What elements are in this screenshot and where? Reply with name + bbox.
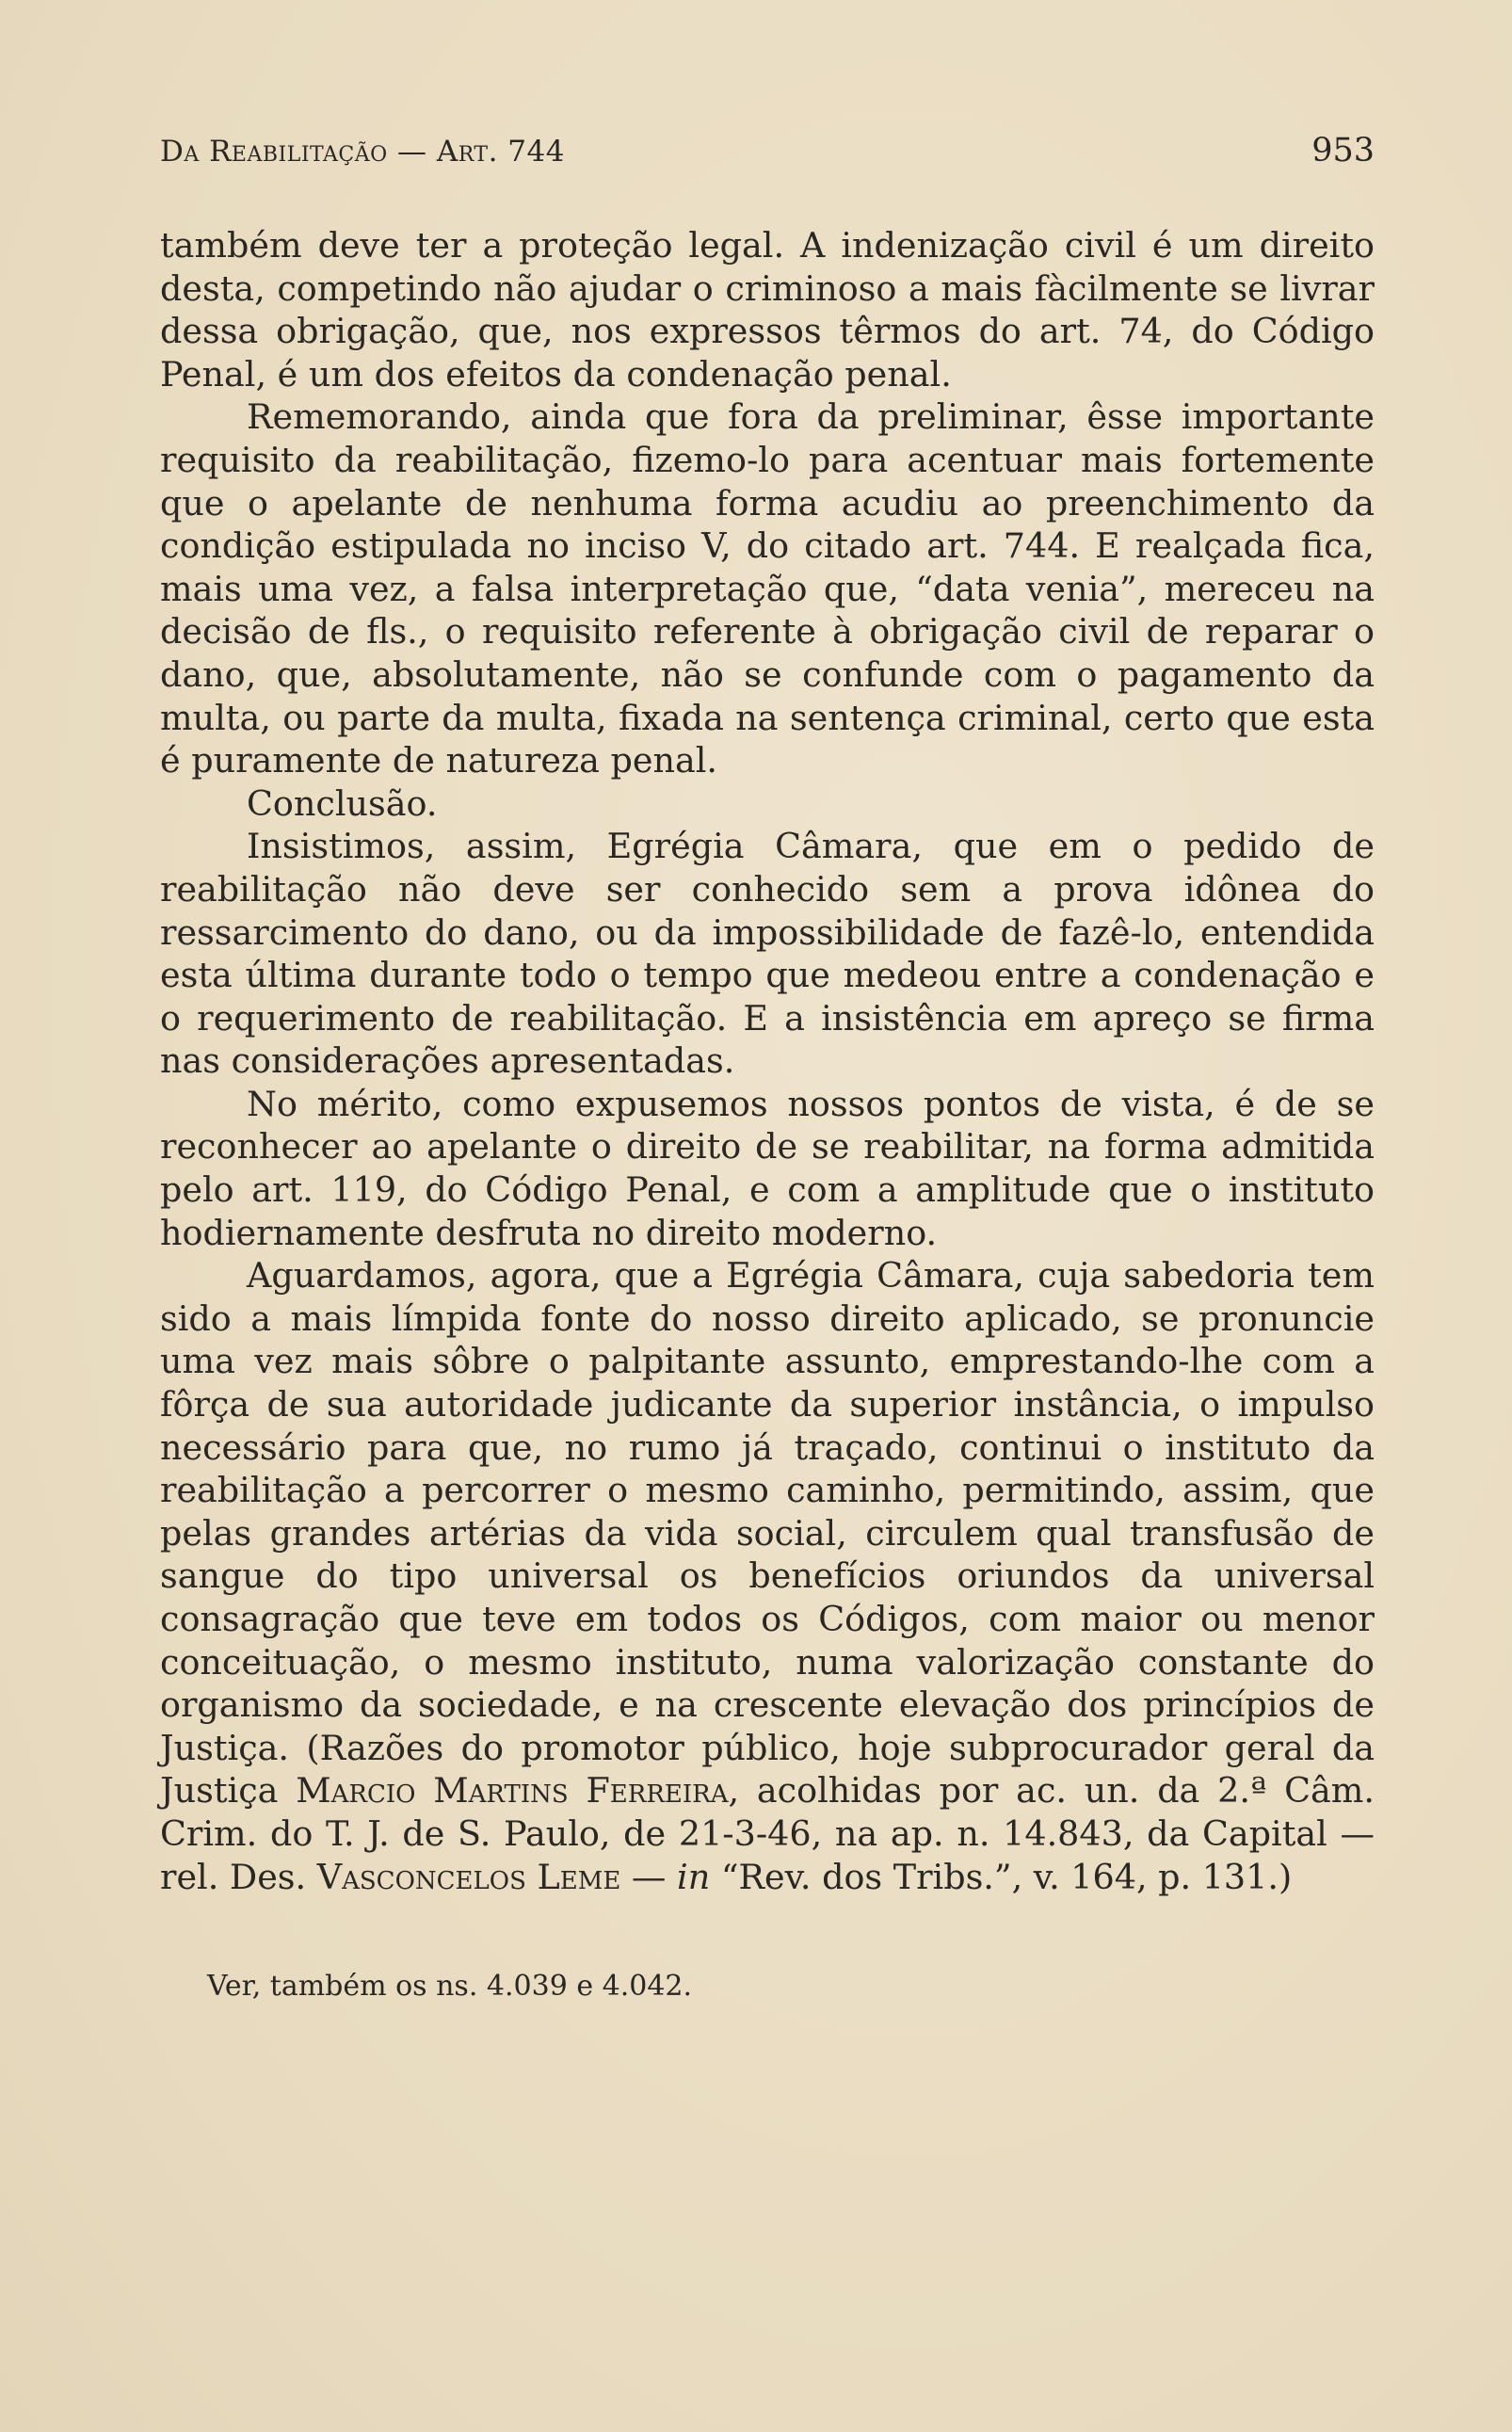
paragraph-rememorando: Rememorando, ainda que fora da preliminar, êsse importante requisito da reabilitação, fizemo-lo para acentuar mais fortemente que o apelante de nenhuma forma acudiu ao preenchimento da condição estipulada no inciso V, do citado art. 744. E realçada fica, mais uma vez, a falsa interpretação que, “data venia”, mereceu na decisão de fls., o requisito referente à obrigação civil de reparar o dano, que, absolutamente, não se confunde com o pagamento da multa, ou parte da multa, fixada na sentença criminal, certo que esta é puramente de natureza penal. [160, 396, 1375, 781]
citation-in: in [677, 1856, 711, 1897]
see-also-note: Ver, também os ns. 4.039 e 4.042. [207, 1970, 693, 2004]
citation [160, 1728, 1375, 1897]
citation-part: “Rev. dos Tribs.”, v. 164, p. 131.) [710, 1856, 1293, 1897]
section-heading-conclusao: Conclusão. [247, 782, 438, 824]
page-number: 953 [1311, 132, 1375, 169]
citation-part: (Razões do promotor público, hoje subprocurador geral da Justiça [160, 1727, 1375, 1812]
citation-part: , acolhidas por ac. un. da 2.ª Câm. Crim. do T. J. de S. Paulo, de 21-3-46, na ap. n. 14.843, da Capital — rel. Des. [160, 1770, 1375, 1897]
book-page [160, 132, 1375, 2003]
paragraph-merito: No mérito, como expusemos nossos pontos de vista, é de se reconhecer ao apelante o direito de se reabilitar, na forma admitida pelo art. 119, do Código Penal, e com a amplitude que o instituto hodiernamente desfruta no direito moderno. [160, 1083, 1375, 1253]
body-text [160, 224, 1375, 1898]
citation-rapporteur: Vasconcelos Leme [316, 1856, 621, 1897]
running-title: Da Reabilitação — Art. 744 [160, 135, 565, 169]
citation-author: Marcio Martins Ferreira [296, 1770, 729, 1812]
aguardamos-text: Aguardamos, agora, que a Egrégia Câmara, cuja sabedoria tem sido a mais límpida fonte do nosso direito aplicado, se pronuncie uma vez mais sôbre o palpitante assunto, emprestando-lhe com a fôrça de sua autoridade judicante da superior instância, o impulso necessário para que, no rumo já traçado, continui o instituto da reabilitação a percorrer o mesmo caminho, permitindo, assim, que pelas grandes artérias da vida social, circulem qual transfusão de sangue do tipo universal os benefícios oriundos da universal consagração que teve em todos os Códigos, com maior ou menor conceituação, o mesmo instituto, numa valorização constante do organismo da sociedade, e na crescente elevação dos princípios de Justiça. [160, 1255, 1375, 1768]
running-header [160, 132, 1375, 169]
citation-part: — [620, 1856, 678, 1897]
paragraph-aguardamos [160, 1254, 1375, 1898]
paragraph-continuation: também deve ter a proteção legal. A indenização civil é um direito desta, competindo não ajudar o criminoso a mais fàcilmente se livrar dessa obrigação, que, nos expressos têrmos do art. 74, do Código Penal, é um dos efeitos da condenação penal. [160, 225, 1375, 395]
paragraph-insistimos: Insistimos, assim, Egrégia Câmara, que em o pedido de reabilitação não deve ser conhecido sem a prova idônea do ressarcimento do dano, ou da impossibilidade de fazê-lo, entendida esta última durante todo o tempo que medeou entre a condenação e o requerimento de reabilitação. E a insistência em apreço se firma nas considerações apresentadas. [160, 826, 1375, 1082]
